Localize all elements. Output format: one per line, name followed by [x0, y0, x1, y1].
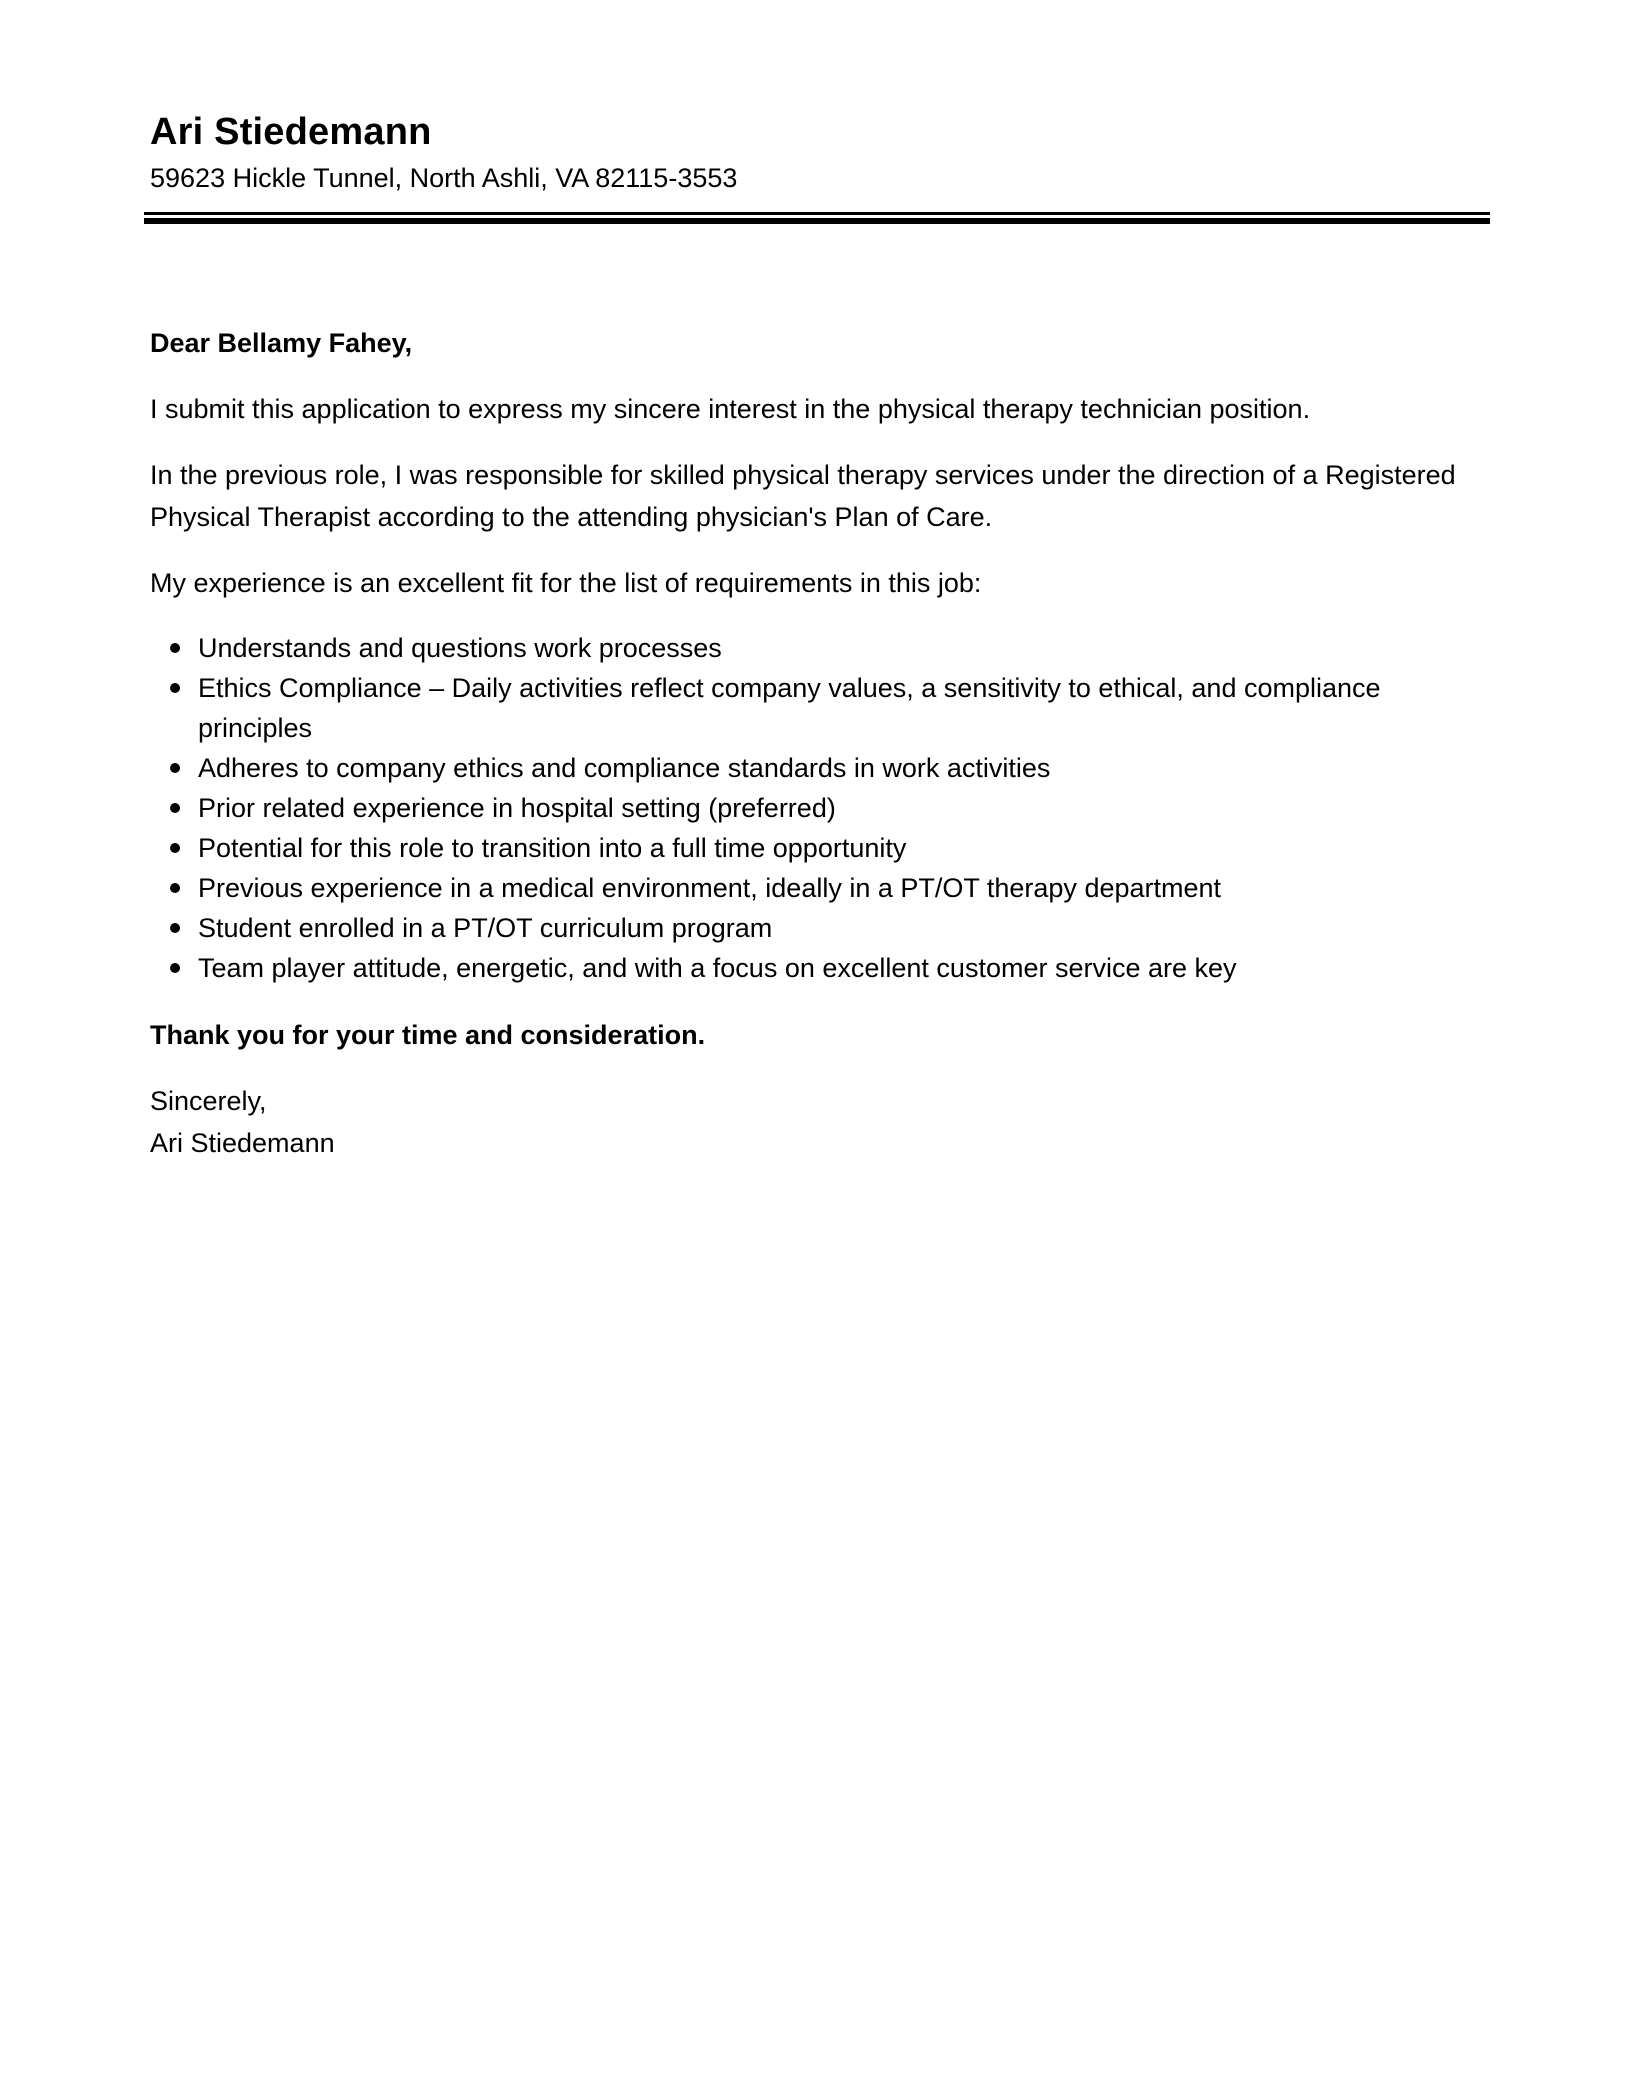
list-item: [150, 748, 1480, 788]
list-item: [150, 628, 1480, 668]
list-item: [150, 908, 1480, 948]
closing-line: Thank you for your time and consideration.: [150, 1020, 706, 1050]
list-item-text: Previous experience in a medical environment, ideally in a PT/OT therapy department: [198, 873, 1222, 903]
list-item-text: Ethics Compliance – Daily activities reflect company values, a sensitivity to ethical, and compliance principles: [198, 673, 1381, 743]
experience-paragraph: In the previous role, I was responsible for skilled physical therapy services under the direction of a Registered Physical Therapist according to the attending physician's Plan of Care.: [150, 460, 1456, 532]
list-item: [150, 668, 1480, 748]
header-divider-thick-line: [144, 218, 1490, 224]
list-item: [150, 788, 1480, 828]
list-item: [150, 948, 1480, 988]
letter-body: [150, 322, 1480, 1164]
intro-paragraph: I submit this application to express my sincere interest in the physical therapy technician position.: [150, 394, 1311, 424]
list-item-text: Prior related experience in hospital setting (preferred): [198, 793, 836, 823]
bullet-icon: [170, 763, 180, 773]
letter-header: [150, 108, 1490, 196]
list-item-text: Student enrolled in a PT/OT curriculum program: [198, 913, 773, 943]
signature-name: Ari Stiedemann: [150, 1128, 335, 1158]
list-item-text: Potential for this role to transition into a full time opportunity: [198, 833, 907, 863]
bullet-icon: [170, 803, 180, 813]
greeting: Dear Bellamy Fahey,: [150, 328, 413, 358]
sender-address: 59623 Hickle Tunnel, North Ashli, VA 82115-3553: [150, 163, 738, 193]
list-item-text: Understands and questions work processes: [198, 633, 722, 663]
bullet-icon: [170, 843, 180, 853]
signoff: Sincerely,: [150, 1086, 267, 1116]
bullet-icon: [170, 963, 180, 973]
requirements-lead-paragraph: My experience is an excellent fit for the list of requirements in this job:: [150, 568, 982, 598]
list-item-text: Adheres to company ethics and compliance standards in work activities: [198, 753, 1051, 783]
bullet-icon: [170, 683, 180, 693]
bullet-icon: [170, 643, 180, 653]
list-item: [150, 828, 1480, 868]
header-divider-thin-line: [144, 212, 1490, 215]
list-item: [150, 868, 1480, 908]
sender-name: Ari Stiedemann: [150, 111, 432, 153]
header-divider: [144, 212, 1490, 224]
bullet-icon: [170, 883, 180, 893]
list-item-text: Team player attitude, energetic, and with a focus on excellent customer service are key: [198, 953, 1237, 983]
requirements-list: [150, 628, 1480, 988]
bullet-icon: [170, 923, 180, 933]
